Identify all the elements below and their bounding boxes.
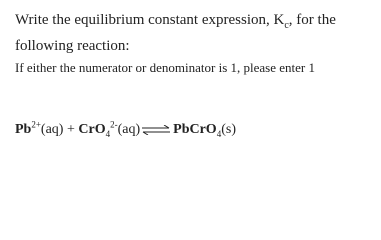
product-formula: PbCrO (173, 122, 217, 137)
equilibrium-arrows-icon (141, 125, 171, 135)
reactant1-formula: Pb (15, 122, 32, 137)
product-subscript: 4 (216, 128, 222, 139)
reactant1-charge: 2+ (31, 119, 41, 130)
question-line2: following reaction: (15, 38, 130, 54)
instruction-text: If either the numerator or denominator is 1, please enter 1 (15, 60, 315, 75)
reactant2-state: (aq) (117, 122, 141, 137)
reactant2-subscript: 4 (105, 128, 111, 139)
reactant1-state: (aq) (40, 122, 64, 137)
product-state: (s) (221, 122, 236, 137)
question-text (15, 10, 375, 57)
kc-subscript: c (284, 20, 289, 31)
question-line1: Write the equilibrium constant expression, K (15, 12, 285, 28)
reactant2-charge: 2- (110, 119, 118, 130)
reactant2-formula: CrO (78, 122, 106, 137)
chemical-equation (15, 121, 236, 139)
plus-sign: + (66, 122, 75, 137)
question-line1-end: , for the (288, 12, 336, 28)
